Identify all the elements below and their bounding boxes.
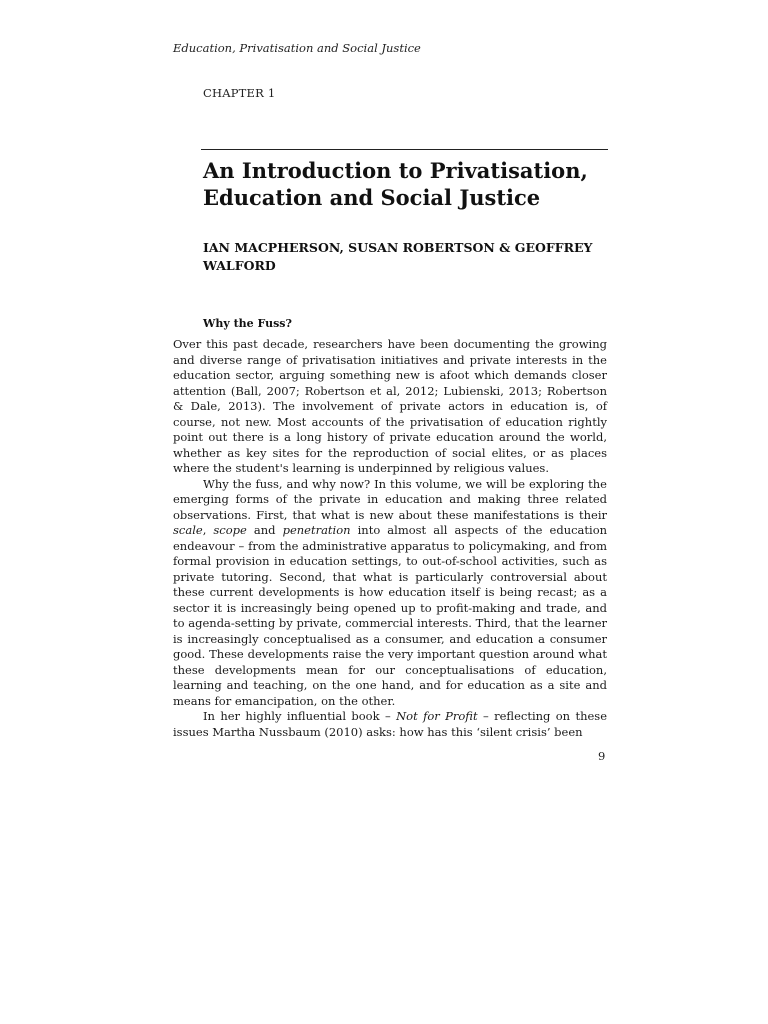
paragraph-3-text: In her highly influential book – <box>203 709 397 723</box>
paragraph-2-text: , <box>202 523 214 537</box>
body-text <box>173 337 607 740</box>
chapter-label: CHAPTER 1 <box>203 86 276 100</box>
section-heading: Why the Fuss? <box>203 317 292 330</box>
running-head: Education, Privatisation and Social Justice <box>173 41 421 55</box>
paragraph-2-text: and <box>246 523 283 537</box>
chapter-authors: IAN MACPHERSON, SUSAN ROBERTSON & GEOFFREY WALFORD <box>203 240 593 273</box>
paragraph-1: Over this past decade, researchers have been documenting the growing and diverse range of privatisation initiatives and private interests in the education sector, arguing something new is afoot which demands closer attention (Ball, 2007; Robertson et al, 2012; Lubienski, 2013; Robertson & Dale, 2013). The involvement of private actors in education is, of course, not new. Most accounts of the privatisation of education rightly point out there is a long history of private education around the world, whether as key sites for the reproduction of social elites, or as places where the student's learning is underpinned by religious values. <box>173 337 607 475</box>
paragraph-2-text: into almost all aspects of the education endeavour – from the administrative apparatus to policymaking, and from formal provision in education settings, to out-of-school activities, such as private tutoring. Second, that what is particularly controversial about these current developments is how education itself is being recast; as a sector it is increasingly being opened up to profit-making and trade, and to agenda-setting by private, commercial interests. Third, that the learner is increasingly conceptualised as a consumer, and education a consumer good. These developments raise the very important question around what these developments mean for our conceptualisations of education, learning and teaching, on the one hand, and for education as a site and means for emancipation, on the other. <box>173 523 608 708</box>
paragraph-3 <box>173 709 607 740</box>
chapter-title: An Introduction to Privatisation, Education and Social Justice <box>203 158 588 210</box>
paragraph-2 <box>173 477 607 710</box>
emphasis-scope: scope <box>213 523 247 537</box>
emphasis-penetration: penetration <box>282 523 351 537</box>
paragraph-2-text: Why the fuss, and why now? In this volume, we will be exploring the emerging forms of the private in education and making three related observations. First, that what is new about these manifestations is their <box>173 476 607 522</box>
page-number: 9 <box>598 749 606 763</box>
book-title: Not for Profit <box>396 709 478 723</box>
title-rule <box>201 149 608 150</box>
emphasis-scale: scale <box>173 523 203 537</box>
paragraph-3-text: – reflecting on these issues Martha Nussbaum (2010) asks: how has this ‘silent crisis’ been <box>173 709 608 739</box>
